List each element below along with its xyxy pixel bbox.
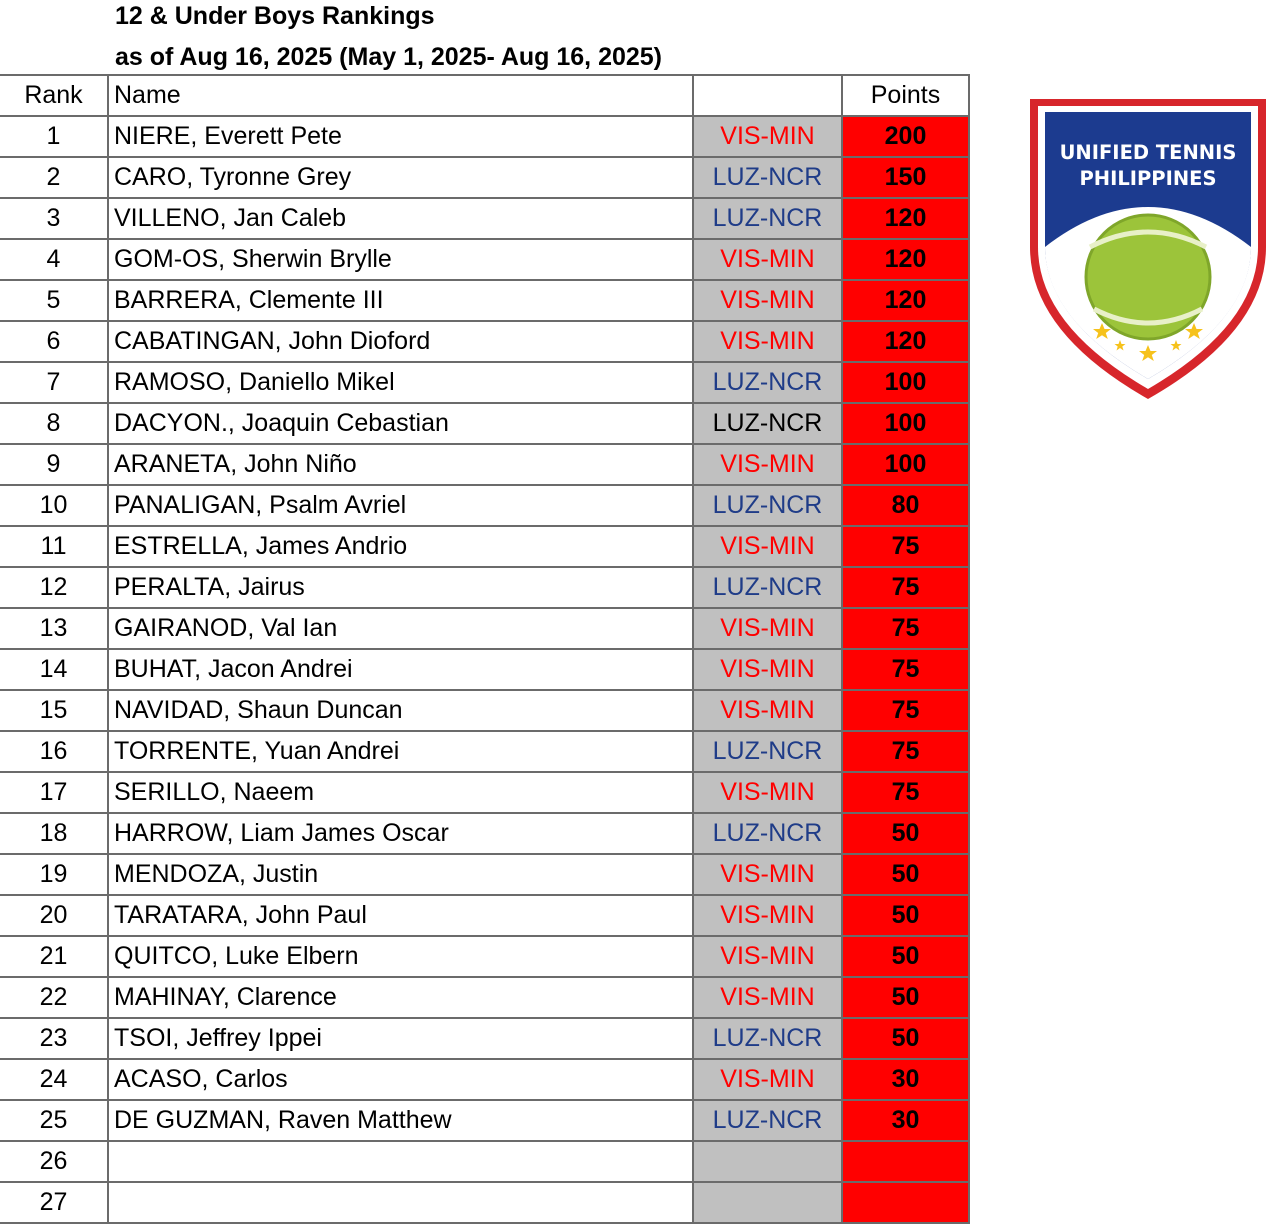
- points-cell: 50: [842, 977, 969, 1018]
- name-cell: ARANETA, John Niño: [108, 444, 693, 485]
- rank-cell: 9: [0, 444, 108, 485]
- table-row: [0, 1141, 969, 1182]
- region-cell: VIS-MIN: [693, 608, 842, 649]
- logo-line2: PHILIPPINES: [1079, 167, 1217, 190]
- rank-cell: 25: [0, 1100, 108, 1141]
- points-cell: 120: [842, 198, 969, 239]
- region-cell: VIS-MIN: [693, 526, 842, 567]
- region-cell: VIS-MIN: [693, 895, 842, 936]
- points-cell: 75: [842, 731, 969, 772]
- table-row: [0, 1018, 969, 1059]
- points-cell: 80: [842, 485, 969, 526]
- region-cell: LUZ-NCR: [693, 198, 842, 239]
- header-points: Points: [842, 75, 969, 116]
- rank-cell: 12: [0, 567, 108, 608]
- rank-cell: 4: [0, 239, 108, 280]
- rank-cell: 5: [0, 280, 108, 321]
- table-row: [0, 608, 969, 649]
- region-cell: VIS-MIN: [693, 854, 842, 895]
- points-cell: 30: [842, 1100, 969, 1141]
- name-cell: [108, 1141, 693, 1182]
- table-row: [0, 977, 969, 1018]
- rank-cell: 26: [0, 1141, 108, 1182]
- points-cell: 100: [842, 444, 969, 485]
- page-title: 12 & Under Boys Rankings: [115, 2, 435, 30]
- table-row: [0, 649, 969, 690]
- unified-tennis-philippines-logo: [1028, 97, 1268, 402]
- table-row: [0, 854, 969, 895]
- region-cell: VIS-MIN: [693, 280, 842, 321]
- name-cell: [108, 1182, 693, 1223]
- rank-cell: 22: [0, 977, 108, 1018]
- name-cell: ACASO, Carlos: [108, 1059, 693, 1100]
- table-row: [0, 280, 969, 321]
- table-row: [0, 813, 969, 854]
- name-cell: NIERE, Everett Pete: [108, 116, 693, 157]
- header-name: Name: [108, 75, 693, 116]
- name-cell: GOM-OS, Sherwin Brylle: [108, 239, 693, 280]
- region-cell: VIS-MIN: [693, 1059, 842, 1100]
- rank-cell: 18: [0, 813, 108, 854]
- rank-cell: 27: [0, 1182, 108, 1223]
- name-cell: SERILLO, Naeem: [108, 772, 693, 813]
- region-cell: [693, 1182, 842, 1223]
- points-cell: 75: [842, 567, 969, 608]
- table-row: [0, 321, 969, 362]
- name-cell: MENDOZA, Justin: [108, 854, 693, 895]
- table-row: [0, 362, 969, 403]
- name-cell: TORRENTE, Yuan Andrei: [108, 731, 693, 772]
- points-cell: 75: [842, 649, 969, 690]
- region-cell: LUZ-NCR: [693, 403, 842, 444]
- name-cell: PANALIGAN, Psalm Avriel: [108, 485, 693, 526]
- region-cell: VIS-MIN: [693, 772, 842, 813]
- tennis-ball-icon: [1086, 215, 1210, 339]
- name-cell: PERALTA, Jairus: [108, 567, 693, 608]
- points-cell: 50: [842, 854, 969, 895]
- rank-cell: 10: [0, 485, 108, 526]
- region-cell: LUZ-NCR: [693, 1018, 842, 1059]
- rank-cell: 21: [0, 936, 108, 977]
- rank-cell: 6: [0, 321, 108, 362]
- region-cell: VIS-MIN: [693, 977, 842, 1018]
- logo-line1: UNIFIED TENNIS: [1059, 141, 1237, 164]
- region-cell: VIS-MIN: [693, 936, 842, 977]
- header-rank: Rank: [0, 75, 108, 116]
- points-cell: 50: [842, 1018, 969, 1059]
- rank-cell: 15: [0, 690, 108, 731]
- name-cell: BUHAT, Jacon Andrei: [108, 649, 693, 690]
- table-header-row: [0, 75, 969, 116]
- name-cell: VILLENO, Jan Caleb: [108, 198, 693, 239]
- points-cell: 30: [842, 1059, 969, 1100]
- table-row: [0, 444, 969, 485]
- points-cell: [842, 1141, 969, 1182]
- points-cell: 75: [842, 690, 969, 731]
- points-cell: 50: [842, 895, 969, 936]
- rank-cell: 19: [0, 854, 108, 895]
- name-cell: TSOI, Jeffrey Ippei: [108, 1018, 693, 1059]
- points-cell: 75: [842, 608, 969, 649]
- rank-cell: 23: [0, 1018, 108, 1059]
- table-row: [0, 567, 969, 608]
- table-row: [0, 1059, 969, 1100]
- rank-cell: 13: [0, 608, 108, 649]
- rank-cell: 1: [0, 116, 108, 157]
- name-cell: BARRERA, Clemente III: [108, 280, 693, 321]
- page-subtitle: as of Aug 16, 2025 (May 1, 2025- Aug 16, 2025): [115, 43, 663, 71]
- name-cell: MAHINAY, Clarence: [108, 977, 693, 1018]
- points-cell: 50: [842, 936, 969, 977]
- rank-cell: 3: [0, 198, 108, 239]
- rank-cell: 17: [0, 772, 108, 813]
- name-cell: DACYON., Joaquin Cebastian: [108, 403, 693, 444]
- name-cell: NAVIDAD, Shaun Duncan: [108, 690, 693, 731]
- table-row: [0, 1100, 969, 1141]
- table-row: [0, 157, 969, 198]
- region-cell: LUZ-NCR: [693, 362, 842, 403]
- points-cell: 50: [842, 813, 969, 854]
- region-cell: [693, 1141, 842, 1182]
- rankings-table: [0, 74, 970, 1224]
- table-row: [0, 485, 969, 526]
- region-cell: VIS-MIN: [693, 321, 842, 362]
- points-cell: 200: [842, 116, 969, 157]
- points-cell: [842, 1182, 969, 1223]
- name-cell: HARROW, Liam James Oscar: [108, 813, 693, 854]
- table-row: [0, 403, 969, 444]
- table-row: [0, 731, 969, 772]
- region-cell: LUZ-NCR: [693, 1100, 842, 1141]
- points-cell: 120: [842, 321, 969, 362]
- header-region: [693, 75, 842, 116]
- region-cell: LUZ-NCR: [693, 485, 842, 526]
- points-cell: 75: [842, 772, 969, 813]
- name-cell: CARO, Tyronne Grey: [108, 157, 693, 198]
- rank-cell: 2: [0, 157, 108, 198]
- table-row: [0, 116, 969, 157]
- rank-cell: 8: [0, 403, 108, 444]
- name-cell: GAIRANOD, Val Ian: [108, 608, 693, 649]
- table-row: [0, 239, 969, 280]
- table-row: [0, 1182, 969, 1223]
- region-cell: VIS-MIN: [693, 690, 842, 731]
- table-row: [0, 526, 969, 567]
- region-cell: VIS-MIN: [693, 444, 842, 485]
- region-cell: LUZ-NCR: [693, 567, 842, 608]
- table-row: [0, 198, 969, 239]
- points-cell: 100: [842, 362, 969, 403]
- rank-cell: 14: [0, 649, 108, 690]
- table-row: [0, 936, 969, 977]
- points-cell: 120: [842, 239, 969, 280]
- region-cell: LUZ-NCR: [693, 813, 842, 854]
- points-cell: 150: [842, 157, 969, 198]
- points-cell: 75: [842, 526, 969, 567]
- region-cell: LUZ-NCR: [693, 157, 842, 198]
- rank-cell: 7: [0, 362, 108, 403]
- region-cell: VIS-MIN: [693, 239, 842, 280]
- table-row: [0, 690, 969, 731]
- rank-cell: 11: [0, 526, 108, 567]
- name-cell: QUITCO, Luke Elbern: [108, 936, 693, 977]
- region-cell: VIS-MIN: [693, 116, 842, 157]
- rank-cell: 24: [0, 1059, 108, 1100]
- name-cell: TARATARA, John Paul: [108, 895, 693, 936]
- name-cell: DE GUZMAN, Raven Matthew: [108, 1100, 693, 1141]
- rank-cell: 20: [0, 895, 108, 936]
- table-row: [0, 895, 969, 936]
- points-cell: 100: [842, 403, 969, 444]
- name-cell: CABATINGAN, John Dioford: [108, 321, 693, 362]
- region-cell: VIS-MIN: [693, 649, 842, 690]
- name-cell: ESTRELLA, James Andrio: [108, 526, 693, 567]
- name-cell: RAMOSO, Daniello Mikel: [108, 362, 693, 403]
- region-cell: LUZ-NCR: [693, 731, 842, 772]
- table-row: [0, 772, 969, 813]
- points-cell: 120: [842, 280, 969, 321]
- rank-cell: 16: [0, 731, 108, 772]
